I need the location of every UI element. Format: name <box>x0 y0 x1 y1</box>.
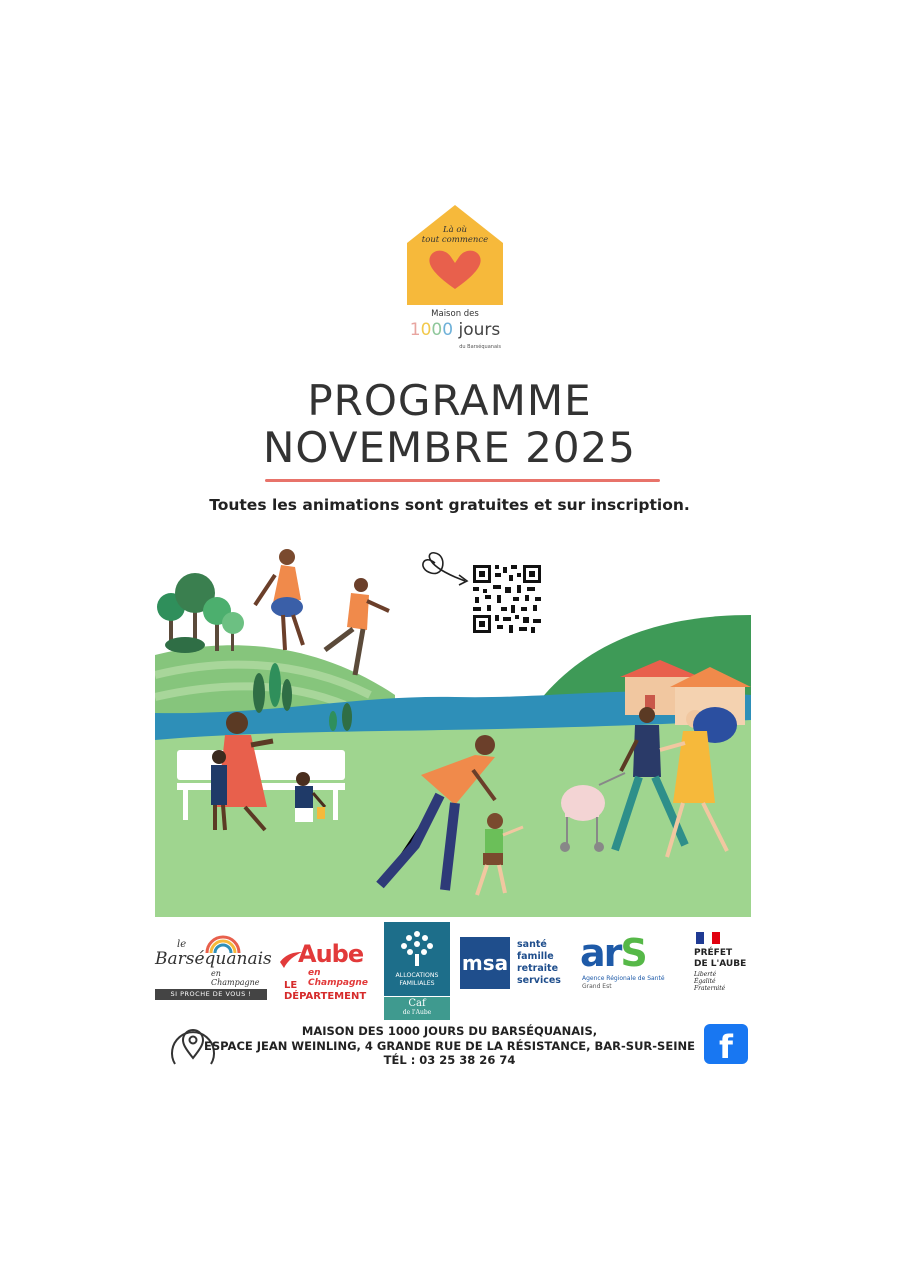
logo-prefet-aube: PRÉFET DE L'AUBE Liberté Égalité Fraternité <box>694 930 754 998</box>
caf-tree-icon <box>397 928 437 968</box>
logo-du-barsequanais: du Barséquanais <box>459 344 501 350</box>
page-title-line1: PROGRAMME <box>307 376 592 425</box>
address-line2: ESPACE JEAN WEINLING, 4 GRANDE RUE DE LA RÉSISTANCE, BAR-SUR-SEINE <box>204 1039 695 1053</box>
qr-code-icon[interactable] <box>473 565 541 633</box>
address-line1: MAISON DES 1000 JOURS DU BARSÉQUANAIS, <box>301 1024 598 1038</box>
logo-caf: ALLOCATIONS FAMILIALES Caf de l'Aube <box>384 922 450 1020</box>
phone-number: TÉL : 03 25 38 26 74 <box>383 1053 516 1067</box>
barsequanais-tagline: SI PROCHE DE VOUS ! <box>155 989 267 1000</box>
title-underline <box>265 479 660 482</box>
logo-msa: msa santé famille retraite services <box>460 937 572 991</box>
logo-tagline-1: Là où <box>442 225 467 235</box>
maison-1000-jours-logo <box>405 203 505 355</box>
logo-barsequanais: le Barséquanais en Champagne SI PROCHE DE VOUS ! <box>155 935 270 1001</box>
logo-aube-departement: Aube en Champagne LE DÉPARTEMENT <box>278 940 378 996</box>
logo-tagline-2: tout commence <box>421 235 489 245</box>
logo-1000-jours: 1000 jours <box>409 320 501 340</box>
curly-arrow-icon <box>423 553 465 581</box>
logo-maison: Maison des <box>431 309 479 319</box>
facebook-icon[interactable]: f <box>704 1024 748 1064</box>
page-title-line2: NOVEMBRE 2025 <box>262 423 636 472</box>
house-heart-icon <box>405 203 505 307</box>
subtitle: Toutes les animations sont gratuites et sur inscription. <box>209 496 690 514</box>
park-family-illustration <box>155 545 751 917</box>
logo-ars: arS Agence Régionale de Santé Grand Est <box>580 931 665 990</box>
french-flag-icon <box>696 932 720 944</box>
